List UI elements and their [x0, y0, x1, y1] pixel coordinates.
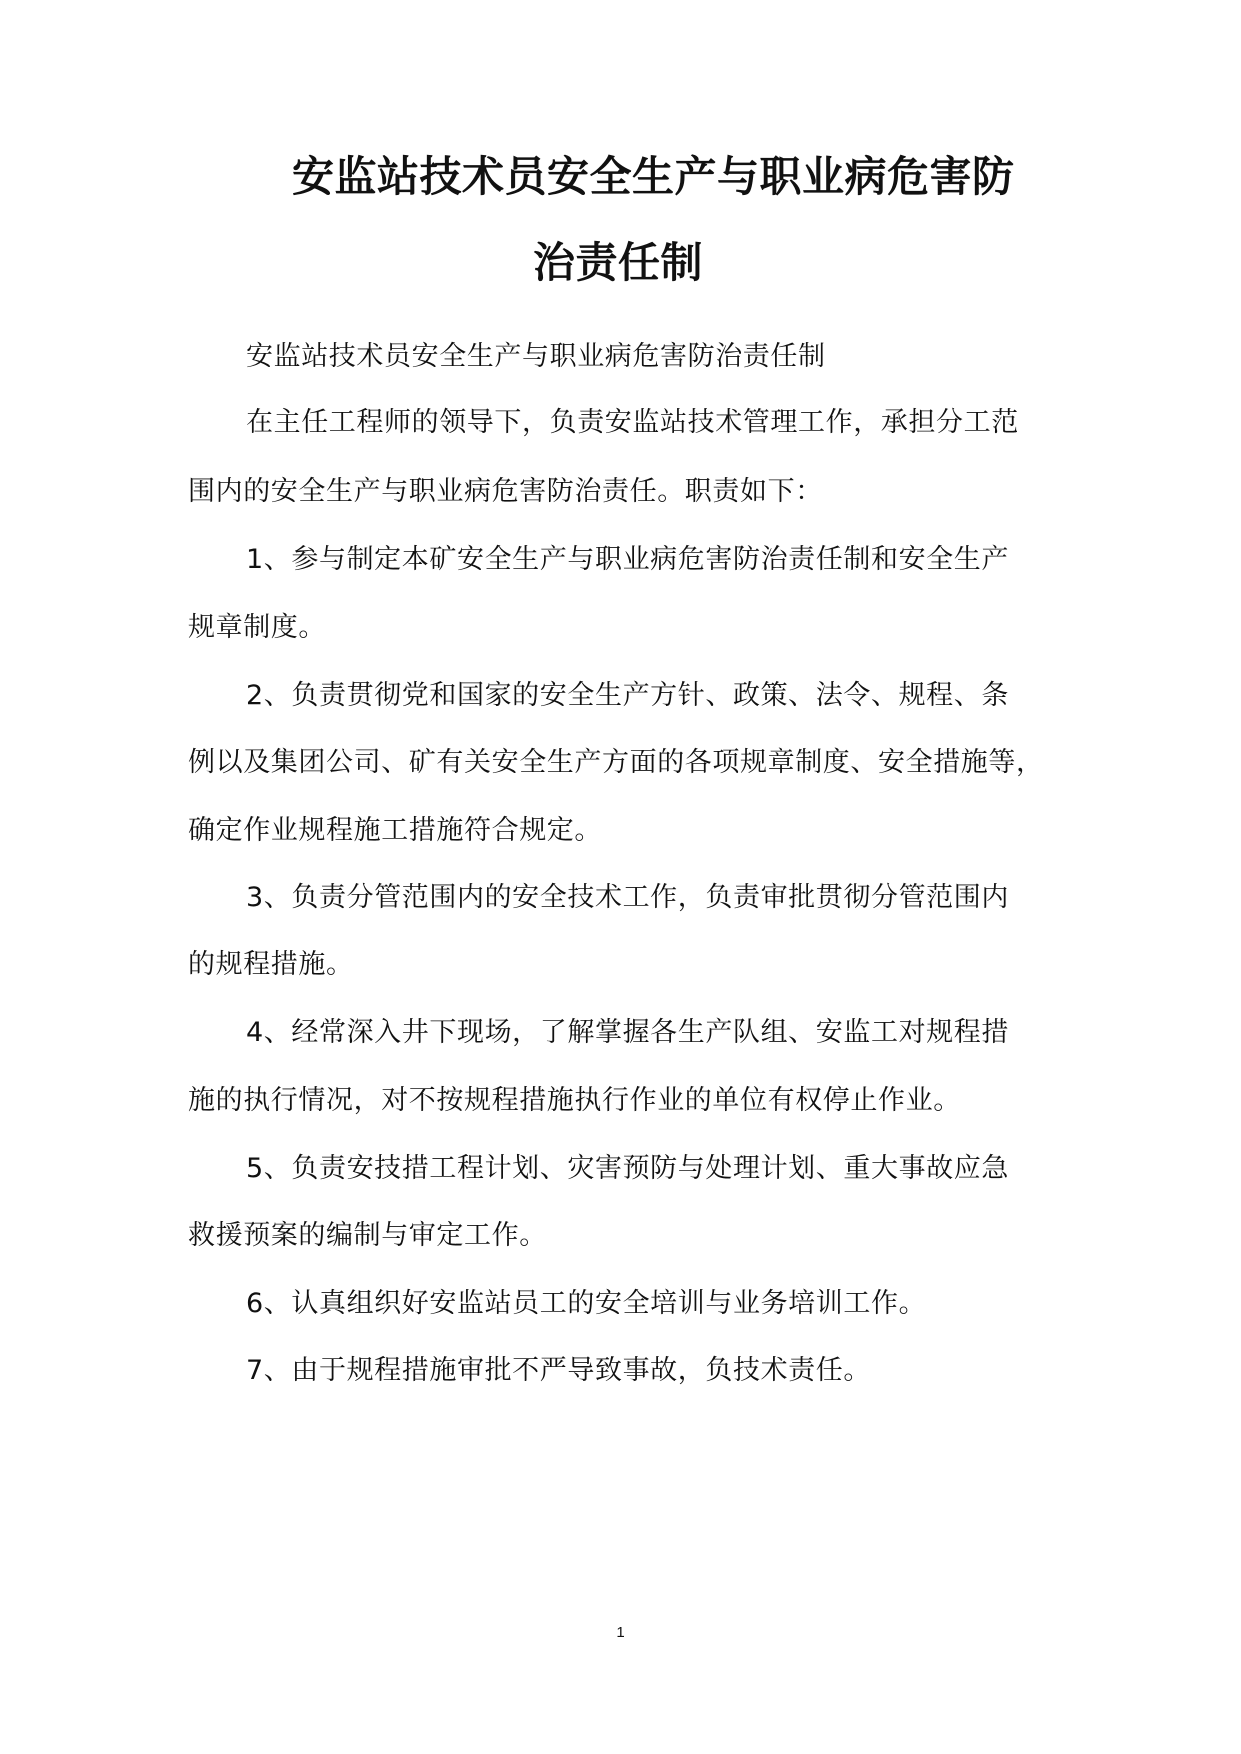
item-5-line-2: 救援预案的编制与审定工作。 [188, 1220, 547, 1251]
document-subtitle: 安监站技术员安全生产与职业病危害防治责任制 [246, 341, 826, 372]
item-2-line-2: 例以及集团公司、矿有关安全生产方面的各项规章制度、安全措施等， [188, 747, 1044, 778]
item-4-line-1: 4、经常深入井下现场，了解掌握各生产队组、安监工对规程措 [246, 1017, 1009, 1048]
item-1-line-2: 规章制度。 [188, 612, 326, 643]
item-2-line-3: 确定作业规程施工措施符合规定。 [188, 815, 602, 846]
document-title-line-1: 安监站技术员安全生产与职业病危害防 [292, 152, 1015, 201]
document-title-line-2: 治责任制 [532, 238, 703, 287]
item-4-line-2: 施的执行情况，对不按规程措施执行作业的单位有权停止作业。 [188, 1085, 961, 1116]
intro-line-2: 围内的安全生产与职业病危害防治责任。职责如下： [188, 476, 823, 507]
item-1-line-1: 1、参与制定本矿安全生产与职业病危害防治责任制和安全生产 [246, 544, 1009, 575]
item-5-line-1: 5、负责安技措工程计划、灾害预防与处理计划、重大事故应急 [246, 1153, 1009, 1184]
item-6-line-1: 6、认真组织好安监站员工的安全培训与业务培训工作。 [246, 1288, 927, 1319]
item-3-line-1: 3、负责分管范围内的安全技术工作，负责审批贯彻分管范围内 [246, 882, 1009, 913]
item-3-line-2: 的规程措施。 [188, 949, 354, 980]
intro-line-1: 在主任工程师的领导下，负责安监站技术管理工作，承担分工范 [246, 407, 1019, 438]
item-2-line-1: 2、负责贯彻党和国家的安全生产方针、政策、法令、规程、条 [246, 680, 1009, 711]
page-number: 1 [616, 1624, 625, 1641]
item-7-line-1: 7、由于规程措施审批不严导致事故，负技术责任。 [246, 1355, 871, 1386]
